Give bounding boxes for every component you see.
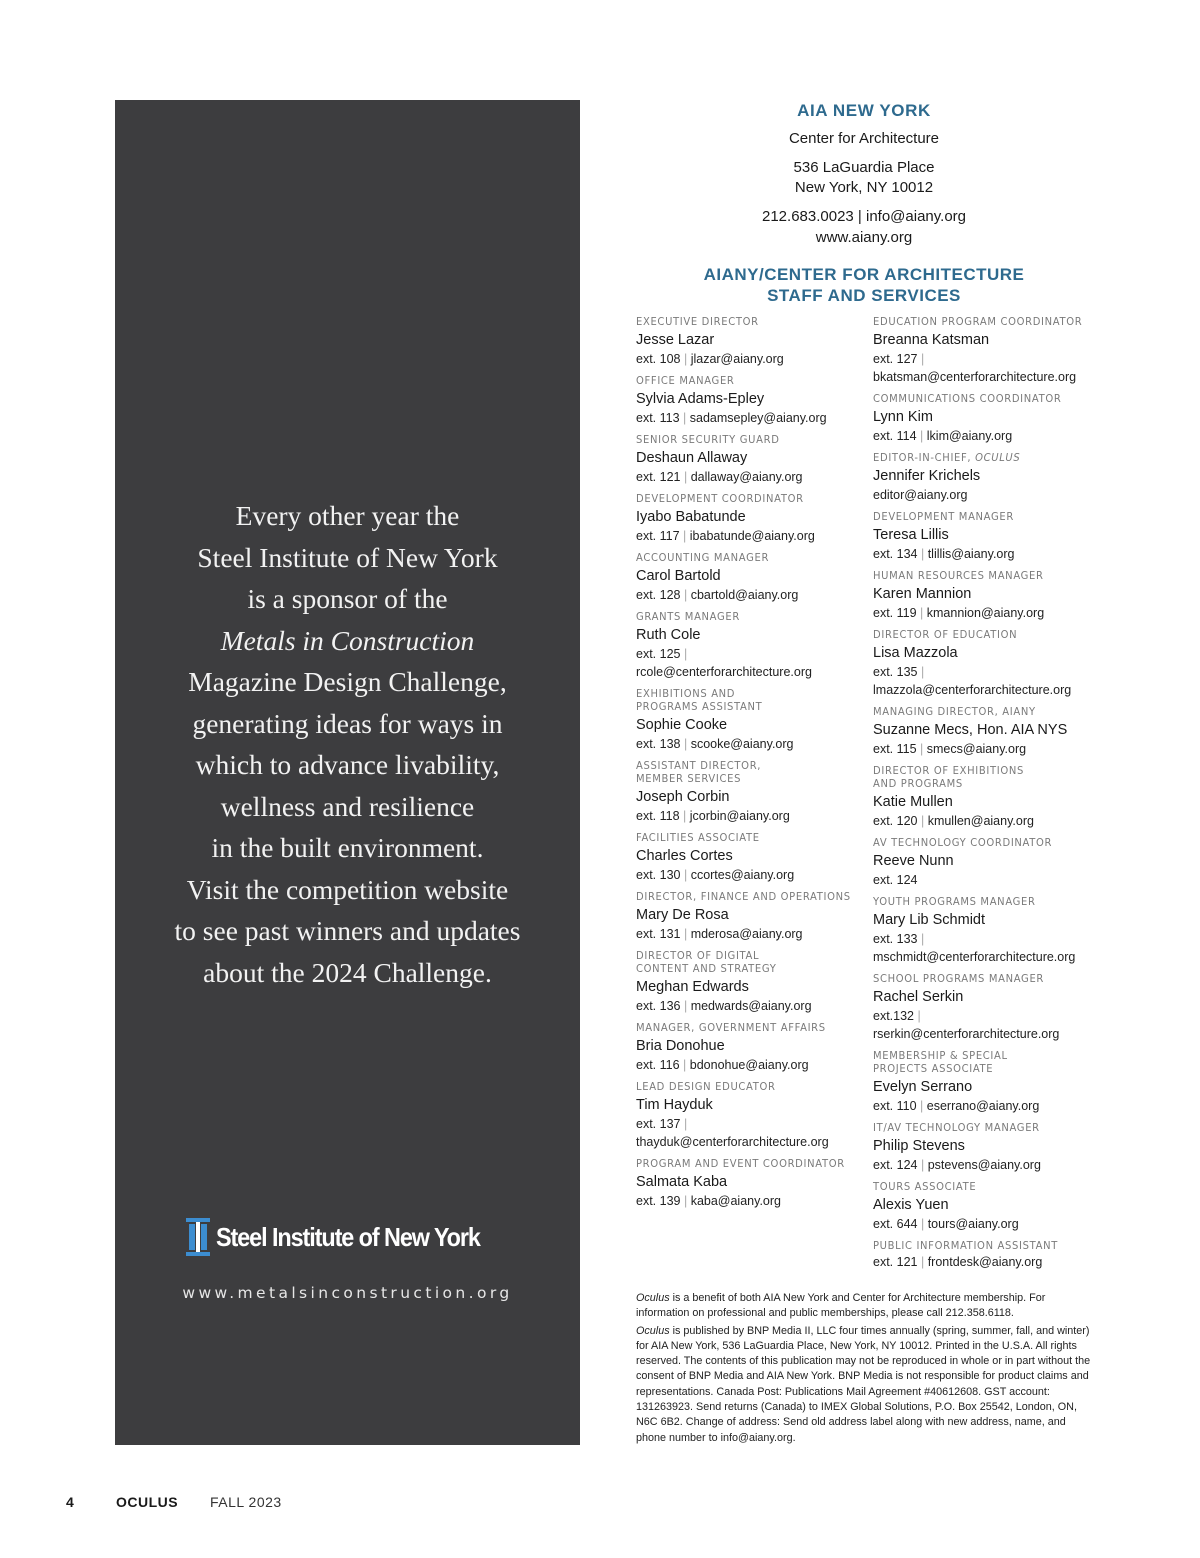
staff-entry bbox=[873, 896, 1105, 966]
staff-name: Joseph Corbin bbox=[636, 789, 730, 805]
phone-email: 212.683.0023 | info@aiany.org bbox=[762, 208, 966, 225]
org-center: Center for Architecture bbox=[788, 130, 940, 147]
staff-contact bbox=[873, 1007, 1105, 1025]
staff-email[interactable]: rserkin@centerforarchitecture.org bbox=[873, 1027, 1060, 1041]
separator: | bbox=[680, 999, 691, 1013]
staff-contact bbox=[636, 586, 868, 604]
staff-email[interactable]: jcorbin@aiany.org bbox=[689, 809, 790, 823]
staff-entry bbox=[873, 837, 1105, 889]
staff-contact bbox=[636, 925, 868, 943]
staff-role-text: SCHOOL PROGRAMS MANAGER bbox=[873, 973, 1045, 985]
staff-role-text: DIRECTOR OF DIGITAL bbox=[636, 950, 760, 962]
staff-entry bbox=[873, 452, 1105, 504]
staff-role-text: DEVELOPMENT COORDINATOR bbox=[636, 493, 804, 505]
staff-name: Sylvia Adams-Epley bbox=[636, 391, 765, 407]
staff-role bbox=[636, 1158, 856, 1171]
staff-role-text: OFFICE MANAGER bbox=[636, 375, 735, 387]
separator: | bbox=[680, 868, 691, 882]
publisher-note bbox=[636, 1324, 1096, 1446]
separator: | bbox=[916, 606, 927, 620]
steel-institute-logo bbox=[115, 1218, 580, 1256]
staff-email[interactable]: kmullen@aiany.org bbox=[927, 814, 1034, 828]
staff-role-text: PROGRAM AND EVENT COORDINATOR bbox=[636, 1158, 845, 1170]
staff-email[interactable]: tlillis@aiany.org bbox=[927, 547, 1015, 561]
staff-role bbox=[636, 760, 856, 773]
staff-email[interactable]: eserrano@aiany.org bbox=[926, 1099, 1040, 1113]
staff-role bbox=[873, 1050, 1093, 1063]
separator: | bbox=[679, 1058, 690, 1072]
staff-email[interactable]: lkim@aiany.org bbox=[926, 429, 1013, 443]
staff-role-text: LEAD DESIGN EDUCATOR bbox=[636, 1081, 776, 1093]
staff-email[interactable]: kmannion@aiany.org bbox=[926, 606, 1045, 620]
separator: | bbox=[917, 932, 925, 946]
staff-role bbox=[636, 493, 856, 506]
staff-extension: ext. 115 bbox=[873, 742, 917, 756]
separator: | bbox=[917, 665, 925, 679]
staff-role-line-2: PROJECTS ASSOCIATE bbox=[873, 1063, 994, 1075]
staff-role-line-2: AND PROGRAMS bbox=[873, 778, 963, 790]
staff-role-text: TOURS ASSOCIATE bbox=[873, 1181, 977, 1193]
staff-extension: ext. 113 bbox=[636, 411, 680, 425]
staff-role bbox=[873, 706, 1093, 719]
separator: | bbox=[680, 1117, 688, 1131]
separator: | bbox=[917, 1255, 928, 1269]
publisher-text: is published by BNP Media II, LLC four times annually (spring, summer, fall, and winter) for AIA New York, 536 LaGuardia Place, New York, NY 10012. Printed in the U.S.A. All rights reserved. The contents of this publication may not be reproduced in whole or in part without the consent of BNP Media and AIA New York. BNP Media is not responsible for product claims and representations. Canada Post: Publications Mail Agreement #40612608. GST account: 131263923. Send returns (Canada) to IMEX Global Solutions, P.O. Box 25542, London, ON, N6C 6B2. Change of address: Send old address label along with new address, name, and phone number to info@aiany.org. bbox=[636, 1324, 1091, 1444]
staff-heading bbox=[620, 264, 1108, 306]
staff-role bbox=[873, 896, 1093, 909]
staff-extension: ext. 114 bbox=[873, 429, 917, 443]
staff-entry bbox=[873, 629, 1105, 699]
staff-contact bbox=[873, 350, 1105, 368]
staff-name: Deshaun Allaway bbox=[636, 450, 748, 466]
ad-line: about the 2024 Challenge. bbox=[203, 956, 492, 988]
magazine-name: OCULUS bbox=[116, 1494, 179, 1510]
staff-role-text: MANAGING DIRECTOR, AIANY bbox=[873, 706, 1036, 718]
staff-entry bbox=[636, 950, 868, 1015]
staff-contact bbox=[636, 527, 868, 545]
staff-entry bbox=[873, 1122, 1105, 1174]
staff-extension: ext. 139 bbox=[636, 1194, 681, 1208]
staff-entry bbox=[636, 832, 868, 884]
staff-name: Carol Bartold bbox=[636, 568, 721, 584]
staff-role bbox=[636, 316, 856, 329]
staff-entry bbox=[636, 760, 868, 825]
fine-print bbox=[636, 1291, 1096, 1448]
ad-line: generating ideas for ways in bbox=[192, 707, 503, 739]
staff-entry bbox=[873, 765, 1105, 830]
ad-line: wellness and resilience bbox=[220, 790, 475, 822]
staff-email[interactable]: editor@aiany.org bbox=[873, 488, 968, 502]
separator: | bbox=[680, 470, 691, 484]
staff-role bbox=[636, 434, 856, 447]
staff-entry bbox=[636, 611, 868, 681]
staff-name: Katie Mullen bbox=[873, 794, 953, 810]
staff-email[interactable]: pstevens@aiany.org bbox=[927, 1158, 1041, 1172]
separator: | bbox=[916, 742, 927, 756]
staff-role-line-2: CONTENT AND STRATEGY bbox=[636, 963, 777, 975]
staff-extension: ext. 121 bbox=[873, 1255, 918, 1269]
staff-role bbox=[636, 688, 856, 701]
ad-line: is a sponsor of the bbox=[247, 583, 448, 614]
ad-line: Magazine Design Challenge, bbox=[188, 666, 507, 697]
i-beam-logo-icon bbox=[186, 1218, 210, 1256]
website[interactable]: www.aiany.org bbox=[815, 229, 913, 246]
staff-email[interactable]: medwards@aiany.org bbox=[690, 999, 812, 1013]
staff-role bbox=[873, 973, 1093, 986]
staff-contact bbox=[873, 812, 1105, 830]
staff-extension: ext. 131 bbox=[636, 927, 681, 941]
staff-email[interactable]: scooke@aiany.org bbox=[690, 737, 794, 751]
staff-list-right bbox=[873, 316, 1105, 1278]
staff-extension: ext. 133 bbox=[873, 932, 918, 946]
page-number: 4 bbox=[66, 1494, 74, 1510]
staff-role-text: DIRECTOR, FINANCE AND OPERATIONS bbox=[636, 891, 851, 903]
staff-contact bbox=[873, 740, 1105, 758]
separator: | bbox=[917, 547, 928, 561]
staff-entry bbox=[636, 1081, 868, 1151]
staff-heading-line-2: STAFF AND SERVICES bbox=[767, 286, 961, 305]
staff-contact bbox=[873, 1097, 1105, 1115]
staff-email[interactable]: lmazzola@centerforarchitecture.org bbox=[873, 683, 1072, 697]
staff-entry bbox=[873, 316, 1105, 386]
staff-role-text: DIRECTOR OF EXHIBITIONS bbox=[873, 765, 1024, 777]
staff-role-text: EDITOR-IN-CHIEF, bbox=[873, 452, 976, 464]
separator: | bbox=[917, 352, 925, 366]
staff-contact bbox=[873, 1156, 1105, 1174]
staff-name: Tim Hayduk bbox=[636, 1097, 713, 1113]
staff-name: Teresa Lillis bbox=[873, 527, 949, 543]
staff-extension: ext. 119 bbox=[873, 606, 917, 620]
staff-entry bbox=[873, 393, 1105, 445]
staff-contact bbox=[636, 866, 868, 884]
ad-website-url[interactable]: www.metalsinconstruction.org bbox=[182, 1284, 513, 1302]
staff-role-text: GRANTS MANAGER bbox=[636, 611, 740, 623]
staff-extension: ext. 130 bbox=[636, 868, 681, 882]
staff-extension: ext. 108 bbox=[636, 352, 681, 366]
staff-role bbox=[636, 1022, 856, 1035]
staff-role-text: EXHIBITIONS AND bbox=[636, 688, 736, 700]
staff-role-text: DIRECTOR OF EDUCATION bbox=[873, 629, 1018, 641]
staff-contact bbox=[873, 486, 1105, 504]
separator: | bbox=[917, 814, 928, 828]
staff-name: Bria Donohue bbox=[636, 1038, 725, 1054]
staff-role bbox=[873, 570, 1093, 583]
staff-role bbox=[636, 832, 856, 845]
separator: | bbox=[680, 588, 691, 602]
staff-entry bbox=[636, 688, 868, 753]
staff-name: Charles Cortes bbox=[636, 848, 733, 864]
staff-list-left bbox=[636, 316, 868, 1217]
staff-role bbox=[873, 837, 1093, 850]
staff-role bbox=[636, 375, 856, 388]
staff-email[interactable]: jlazar@aiany.org bbox=[690, 352, 784, 366]
staff-role-text: YOUTH PROGRAMS MANAGER bbox=[873, 896, 1036, 908]
staff-email[interactable]: mderosa@aiany.org bbox=[690, 927, 803, 941]
separator: | bbox=[680, 352, 691, 366]
publication-title: Oculus bbox=[636, 1324, 670, 1337]
separator: | bbox=[679, 529, 690, 543]
staff-name: Karen Mannion bbox=[873, 586, 972, 602]
staff-contact bbox=[636, 1056, 868, 1074]
staff-name: Mary Lib Schmidt bbox=[873, 912, 986, 928]
staff-contact bbox=[636, 807, 868, 825]
staff-contact bbox=[636, 1115, 868, 1133]
staff-extension: ext. 118 bbox=[636, 809, 680, 823]
staff-entry bbox=[636, 1022, 868, 1074]
logo-wordmark: Steel Institute of New York bbox=[215, 1221, 480, 1252]
staff-name: Salmata Kaba bbox=[636, 1174, 728, 1190]
separator: | bbox=[680, 1194, 691, 1208]
staff-extension: ext. 127 bbox=[873, 352, 918, 366]
staff-email[interactable]: thayduk@centerforarchitecture.org bbox=[636, 1135, 829, 1149]
staff-role bbox=[636, 1081, 856, 1094]
staff-extension: ext. 117 bbox=[636, 529, 680, 543]
staff-entry bbox=[873, 706, 1105, 758]
sponsor-ad-copy bbox=[115, 495, 580, 993]
staff-email[interactable]: kaba@aiany.org bbox=[690, 1194, 781, 1208]
staff-extension: ext. 135 bbox=[873, 665, 918, 679]
issue-date: FALL 2023 bbox=[210, 1494, 282, 1510]
separator: | bbox=[680, 647, 688, 661]
staff-role-italic: OCULUS bbox=[975, 452, 1021, 464]
staff-role-text: ACCOUNTING MANAGER bbox=[636, 552, 770, 564]
staff-name: Iyabo Babatunde bbox=[636, 509, 746, 525]
staff-name: Lynn Kim bbox=[873, 409, 933, 425]
staff-contact bbox=[636, 997, 868, 1015]
staff-email[interactable]: sadamsepley@aiany.org bbox=[689, 411, 827, 425]
staff-contact bbox=[873, 545, 1105, 563]
staff-role-text: SENIOR SECURITY GUARD bbox=[636, 434, 780, 446]
membership-note bbox=[636, 1291, 1096, 1322]
ad-line: Every other year the bbox=[235, 500, 460, 531]
ad-line-italic: Metals in Construction bbox=[220, 624, 475, 656]
staff-email[interactable]: dallaway@aiany.org bbox=[690, 470, 803, 484]
ad-line: in the built environment. bbox=[211, 832, 484, 863]
staff-entry bbox=[873, 570, 1105, 622]
ad-line: which to advance livability, bbox=[195, 749, 500, 780]
staff-extension: ext. 137 bbox=[636, 1117, 681, 1131]
staff-extension: ext. 124 bbox=[873, 1158, 918, 1172]
staff-entry bbox=[636, 434, 868, 486]
staff-contact bbox=[873, 604, 1105, 622]
staff-contact bbox=[873, 1253, 1105, 1271]
staff-email[interactable]: frontdesk@aiany.org bbox=[927, 1255, 1043, 1269]
sponsor-ad-panel bbox=[115, 100, 580, 1445]
staff-heading-line-1: AIANY/CENTER FOR ARCHITECTURE bbox=[703, 265, 1025, 284]
staff-contact bbox=[873, 930, 1105, 948]
staff-role bbox=[873, 452, 1093, 465]
staff-entry bbox=[873, 1050, 1105, 1115]
staff-contact bbox=[636, 468, 868, 486]
staff-contact bbox=[873, 427, 1105, 445]
separator: | bbox=[916, 1099, 927, 1113]
staff-role bbox=[636, 950, 856, 963]
staff-name: Suzanne Mecs, Hon. AIA NYS bbox=[873, 722, 1068, 738]
separator: | bbox=[917, 1217, 928, 1231]
address-line-1: 536 LaGuardia Place bbox=[793, 159, 935, 176]
staff-entry bbox=[636, 1158, 868, 1210]
staff-contact bbox=[636, 409, 868, 427]
staff-name: Ruth Cole bbox=[636, 627, 701, 643]
staff-email[interactable]: bdonohue@aiany.org bbox=[689, 1058, 809, 1072]
staff-role bbox=[873, 629, 1093, 642]
org-name: AIA NEW YORK bbox=[797, 101, 931, 120]
staff-extension: ext. 138 bbox=[636, 737, 681, 751]
staff-name: Philip Stevens bbox=[873, 1138, 965, 1154]
staff-role-text: ASSISTANT DIRECTOR, bbox=[636, 760, 762, 772]
staff-email[interactable]: ibabatunde@aiany.org bbox=[689, 529, 815, 543]
staff-name: Mary De Rosa bbox=[636, 907, 729, 923]
staff-name: Meghan Edwards bbox=[636, 979, 749, 995]
staff-role bbox=[873, 765, 1093, 778]
staff-entry bbox=[873, 973, 1105, 1043]
staff-name: Sophie Cooke bbox=[636, 717, 728, 733]
staff-role-text: MEMBERSHIP & SPECIAL bbox=[873, 1050, 1008, 1062]
staff-role bbox=[636, 552, 856, 565]
separator: | bbox=[679, 411, 690, 425]
ad-line: to see past winners and updates bbox=[174, 915, 521, 946]
staff-name: Reeve Nunn bbox=[873, 853, 954, 869]
staff-entry bbox=[873, 511, 1105, 563]
ad-line: Steel Institute of New York bbox=[197, 541, 498, 573]
staff-contact bbox=[873, 871, 1105, 889]
ad-line: Visit the competition website bbox=[186, 873, 509, 905]
separator: | bbox=[679, 809, 690, 823]
staff-extension: ext. 134 bbox=[873, 547, 918, 561]
staff-role bbox=[873, 1122, 1093, 1135]
staff-role bbox=[873, 1240, 1093, 1253]
staff-role-text: MANAGER, GOVERNMENT AFFAIRS bbox=[636, 1022, 826, 1034]
staff-role bbox=[873, 1181, 1093, 1194]
staff-entry bbox=[636, 891, 868, 943]
staff-extension: ext. 128 bbox=[636, 588, 681, 602]
staff-entry bbox=[873, 1181, 1105, 1233]
separator: | bbox=[680, 927, 691, 941]
staff-entry bbox=[636, 493, 868, 545]
staff-role bbox=[873, 316, 1093, 329]
staff-name: Rachel Serkin bbox=[873, 989, 964, 1005]
staff-extension: ext. 110 bbox=[873, 1099, 917, 1113]
staff-name: Lisa Mazzola bbox=[873, 645, 958, 661]
staff-role-line-2: MEMBER SERVICES bbox=[636, 773, 742, 785]
separator: | bbox=[680, 737, 691, 751]
staff-name: Alexis Yuen bbox=[873, 1197, 949, 1213]
address-line-2: New York, NY 10012 bbox=[794, 179, 934, 196]
membership-text: is a benefit of both AIA New York and Center for Architecture membership. For information on professional and public memberships, please call 212.358.6118. bbox=[636, 1292, 1046, 1320]
staff-role-text: AV TECHNOLOGY COORDINATOR bbox=[873, 837, 1053, 849]
staff-email[interactable]: bkatsman@centerforarchitecture.org bbox=[873, 370, 1077, 384]
staff-contact bbox=[636, 350, 868, 368]
staff-name: Evelyn Serrano bbox=[873, 1079, 973, 1095]
staff-role-text: EXECUTIVE DIRECTOR bbox=[636, 316, 759, 328]
staff-entry bbox=[636, 552, 868, 604]
staff-extension: ext.132 bbox=[873, 1009, 915, 1023]
staff-contact bbox=[636, 645, 868, 663]
staff-extension: ext. 120 bbox=[873, 814, 918, 828]
staff-contact bbox=[636, 735, 868, 753]
staff-extension: ext. 116 bbox=[636, 1058, 680, 1072]
separator: | bbox=[917, 1158, 928, 1172]
separator: | bbox=[914, 1009, 921, 1023]
staff-role-line-2: PROGRAMS ASSISTANT bbox=[636, 701, 763, 713]
staff-role-text: IT/AV TECHNOLOGY MANAGER bbox=[873, 1122, 1040, 1134]
staff-role-text: PUBLIC INFORMATION ASSISTANT bbox=[873, 1240, 1058, 1252]
staff-role-text: HUMAN RESOURCES MANAGER bbox=[873, 570, 1044, 582]
publication-title: Oculus bbox=[636, 1292, 670, 1304]
staff-extension: ext. 124 bbox=[873, 873, 918, 887]
staff-email[interactable]: rcole@centerforarchitecture.org bbox=[636, 665, 812, 679]
staff-extension: ext. 136 bbox=[636, 999, 681, 1013]
staff-name: Jennifer Krichels bbox=[873, 468, 981, 484]
staff-role bbox=[636, 891, 856, 904]
staff-entry bbox=[636, 316, 868, 368]
staff-email[interactable]: cbartold@aiany.org bbox=[690, 588, 799, 602]
staff-role bbox=[636, 611, 856, 624]
staff-contact bbox=[873, 663, 1105, 681]
staff-extension: ext. 644 bbox=[873, 1217, 918, 1231]
staff-entry bbox=[873, 1240, 1105, 1271]
separator: | bbox=[916, 429, 927, 443]
staff-contact bbox=[873, 1215, 1105, 1233]
staff-email[interactable]: smecs@aiany.org bbox=[926, 742, 1027, 756]
staff-role-text: EDUCATION PROGRAM COORDINATOR bbox=[873, 316, 1083, 328]
staff-email[interactable]: mschmidt@centerforarchitecture.org bbox=[873, 950, 1076, 964]
staff-email[interactable]: tours@aiany.org bbox=[927, 1217, 1019, 1231]
staff-entry bbox=[636, 375, 868, 427]
staff-email[interactable]: ccortes@aiany.org bbox=[690, 868, 795, 882]
staff-role-text: FACILITIES ASSOCIATE bbox=[636, 832, 760, 844]
staff-extension: ext. 121 bbox=[636, 470, 681, 484]
staff-role-text: DEVELOPMENT MANAGER bbox=[873, 511, 1014, 523]
staff-contact bbox=[636, 1192, 868, 1210]
staff-role bbox=[873, 393, 1093, 406]
staff-extension: ext. 125 bbox=[636, 647, 681, 661]
staff-name: Jesse Lazar bbox=[636, 332, 715, 348]
staff-role-text: COMMUNICATIONS COORDINATOR bbox=[873, 393, 1062, 405]
staff-name: Breanna Katsman bbox=[873, 332, 990, 348]
staff-role bbox=[873, 511, 1093, 524]
